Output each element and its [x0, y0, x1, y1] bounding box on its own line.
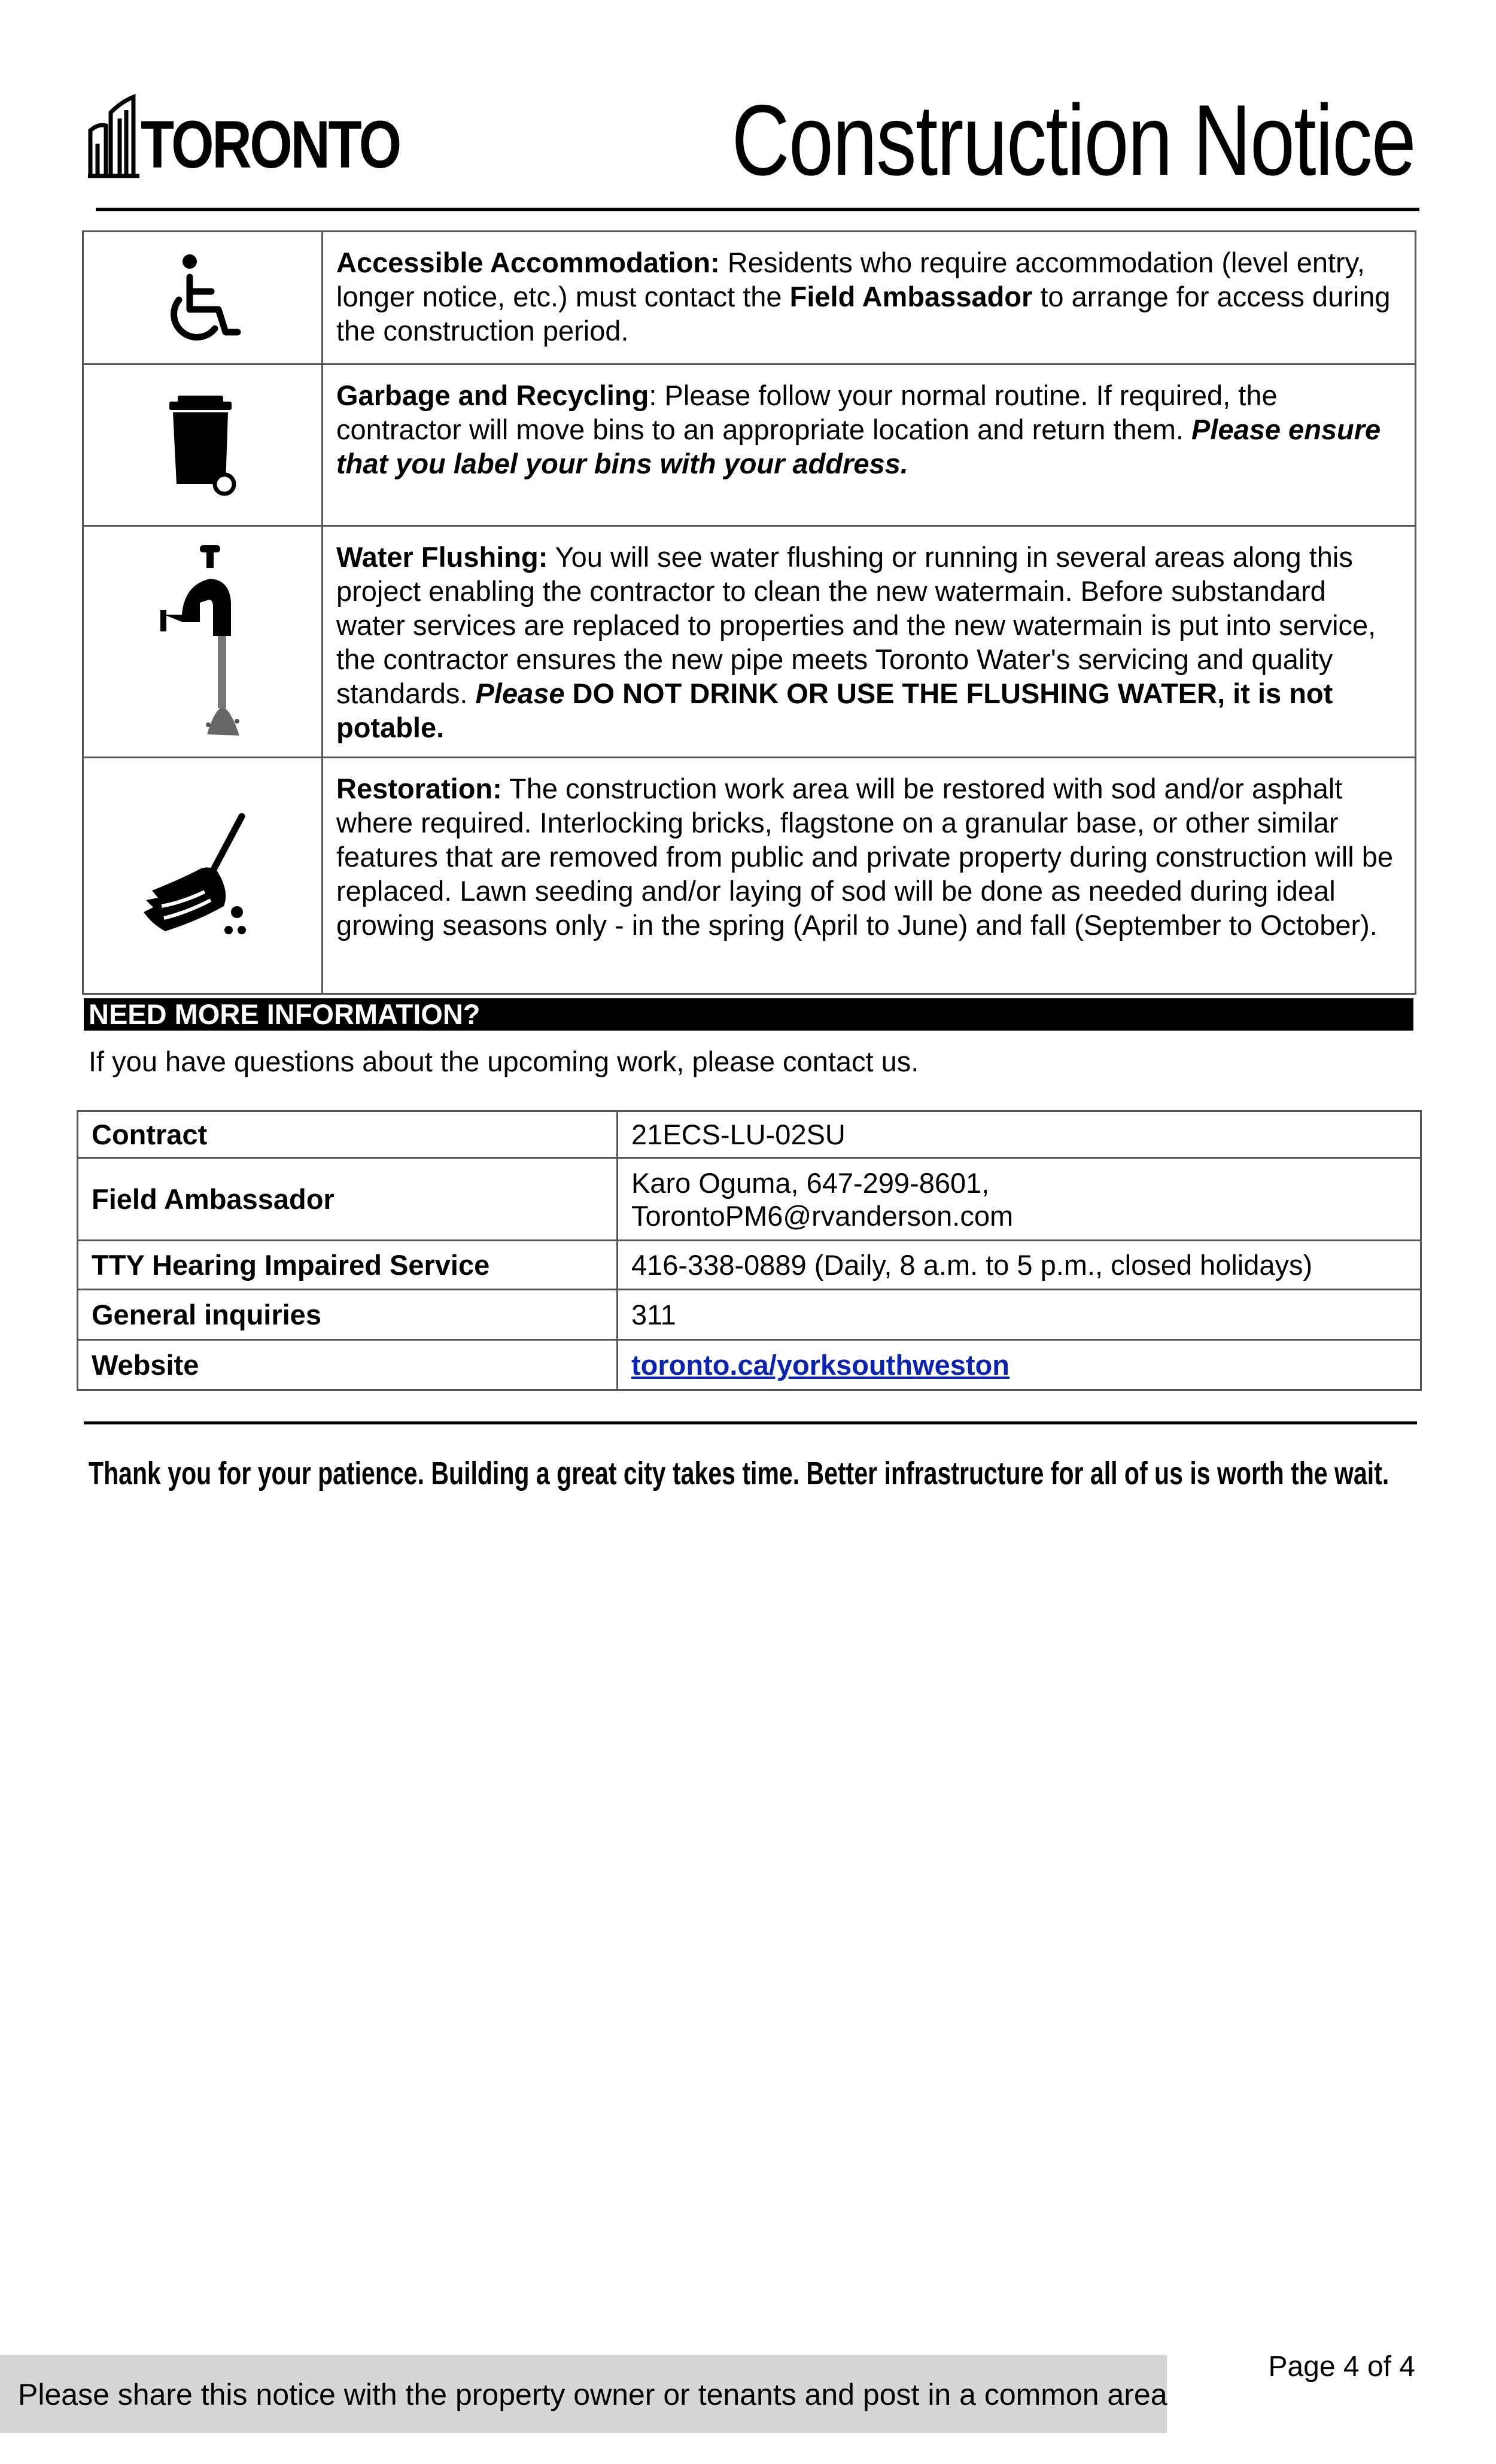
info-text: You will see water flushing or running in several areas along this project enabling the contractor to clean the new watermain. Before substandard water services are replaced to properties and the new watermain is put into service, the contractor ensures the new pipe meets Toronto Water's servicing and quality standards.: [336, 541, 1376, 709]
contact-intro-text: If you have questions about the upcoming work, please contact us.: [89, 1046, 919, 1077]
contact-table: [77, 1110, 1422, 1391]
info-emphasis: Please: [475, 677, 565, 709]
contact-value: [618, 1158, 1421, 1241]
info-text-restoration: [323, 758, 1416, 994]
contact-value: 311: [618, 1290, 1421, 1340]
contact-label: Contract: [78, 1111, 618, 1158]
contact-value: [618, 1340, 1421, 1390]
info-text-garbage: [323, 364, 1416, 526]
info-text: to arrange for access during the construction period.: [336, 281, 1391, 347]
table-row: [78, 1111, 1421, 1158]
info-bold: DO NOT DRINK OR USE THE FLUSHING WATER, it is not potable.: [336, 677, 1333, 743]
website-link[interactable]: toronto.ca/yorksouthweston: [631, 1349, 1010, 1381]
logo-wordmark: TORONTO: [141, 107, 400, 182]
info-heading: Garbage and Recycling: [336, 379, 649, 411]
info-text-accessibility: [323, 232, 1416, 364]
share-notice-text: Please share this notice with the property owner or tenants and post in a common area: [18, 2378, 1167, 2411]
info-row-restoration: [83, 758, 1416, 994]
footer-divider: [84, 1421, 1417, 1424]
share-notice-banner: [0, 2355, 1167, 2433]
info-heading: Restoration:: [336, 773, 502, 804]
info-table: [82, 230, 1416, 995]
contact-value: 416-338-0889 (Daily, 8 a.m. to 5 p.m., closed holidays): [618, 1241, 1421, 1290]
info-text: Residents who require accommodation (level entry, longer notice, etc.) must contact the: [336, 247, 1365, 312]
page-number: Page 4 of 4: [1268, 2351, 1415, 2383]
info-text: : Please follow your normal routine. If required, the contractor will move bins to an appropriate location and return them.: [336, 379, 1278, 445]
icon-cell: [83, 364, 323, 526]
contact-label: Website: [78, 1340, 618, 1390]
city-of-toronto-logo: [87, 89, 400, 182]
table-row: [78, 1290, 1421, 1340]
broom-icon: [140, 813, 266, 938]
page-title: Construction Notice: [731, 84, 1415, 196]
info-row-accessibility: [83, 232, 1416, 364]
contact-label: Field Ambassador: [78, 1158, 618, 1241]
info-emphasis: Please ensure that you label your bins with your address.: [336, 414, 1381, 479]
header-divider: [96, 208, 1419, 211]
icon-cell: [83, 526, 323, 758]
contact-email[interactable]: TorontoPM6@rvanderson.com: [631, 1199, 1014, 1232]
table-row: [78, 1241, 1421, 1290]
info-heading: Water Flushing:: [336, 541, 548, 573]
info-text: The construction work area will be restored with sod and/or asphalt where required. Interlocking bricks, flagstone on a granular base, or other similar features that are removed from public and private property during construction will be replaced. Lawn seeding and/or laying of sod will be done as needed during ideal growing seasons only - in the spring (April to June) and fall (September to October).: [336, 773, 1394, 941]
info-row-garbage: [83, 364, 1416, 526]
water-tap-icon: [158, 543, 248, 740]
icon-cell: [83, 758, 323, 994]
section-heading-bar: NEED MORE INFORMATION?: [84, 998, 1413, 1031]
icon-cell: [83, 232, 323, 364]
thank-you-message: Thank you for your patience. Building a great city takes time. Better infrastructure for all of us is worth the wait.: [89, 1456, 1389, 1491]
info-text-water: [323, 526, 1416, 758]
wheelchair-icon: [161, 253, 245, 343]
contact-label: General inquiries: [78, 1290, 618, 1340]
table-row: [78, 1158, 1421, 1241]
contact-value: 21ECS-LU-02SU: [618, 1111, 1421, 1158]
info-bold: Field Ambassador: [789, 281, 1033, 312]
contact-value-line: Karo Oguma, 647-299-8601,: [631, 1166, 990, 1199]
info-heading: Accessible Accommodation:: [336, 247, 720, 278]
contact-label: TTY Hearing Impaired Service: [78, 1241, 618, 1290]
table-row: [78, 1340, 1421, 1390]
city-hall-logo-icon: [87, 89, 141, 178]
garbage-bin-icon: [167, 394, 239, 496]
info-row-water: [83, 526, 1416, 758]
